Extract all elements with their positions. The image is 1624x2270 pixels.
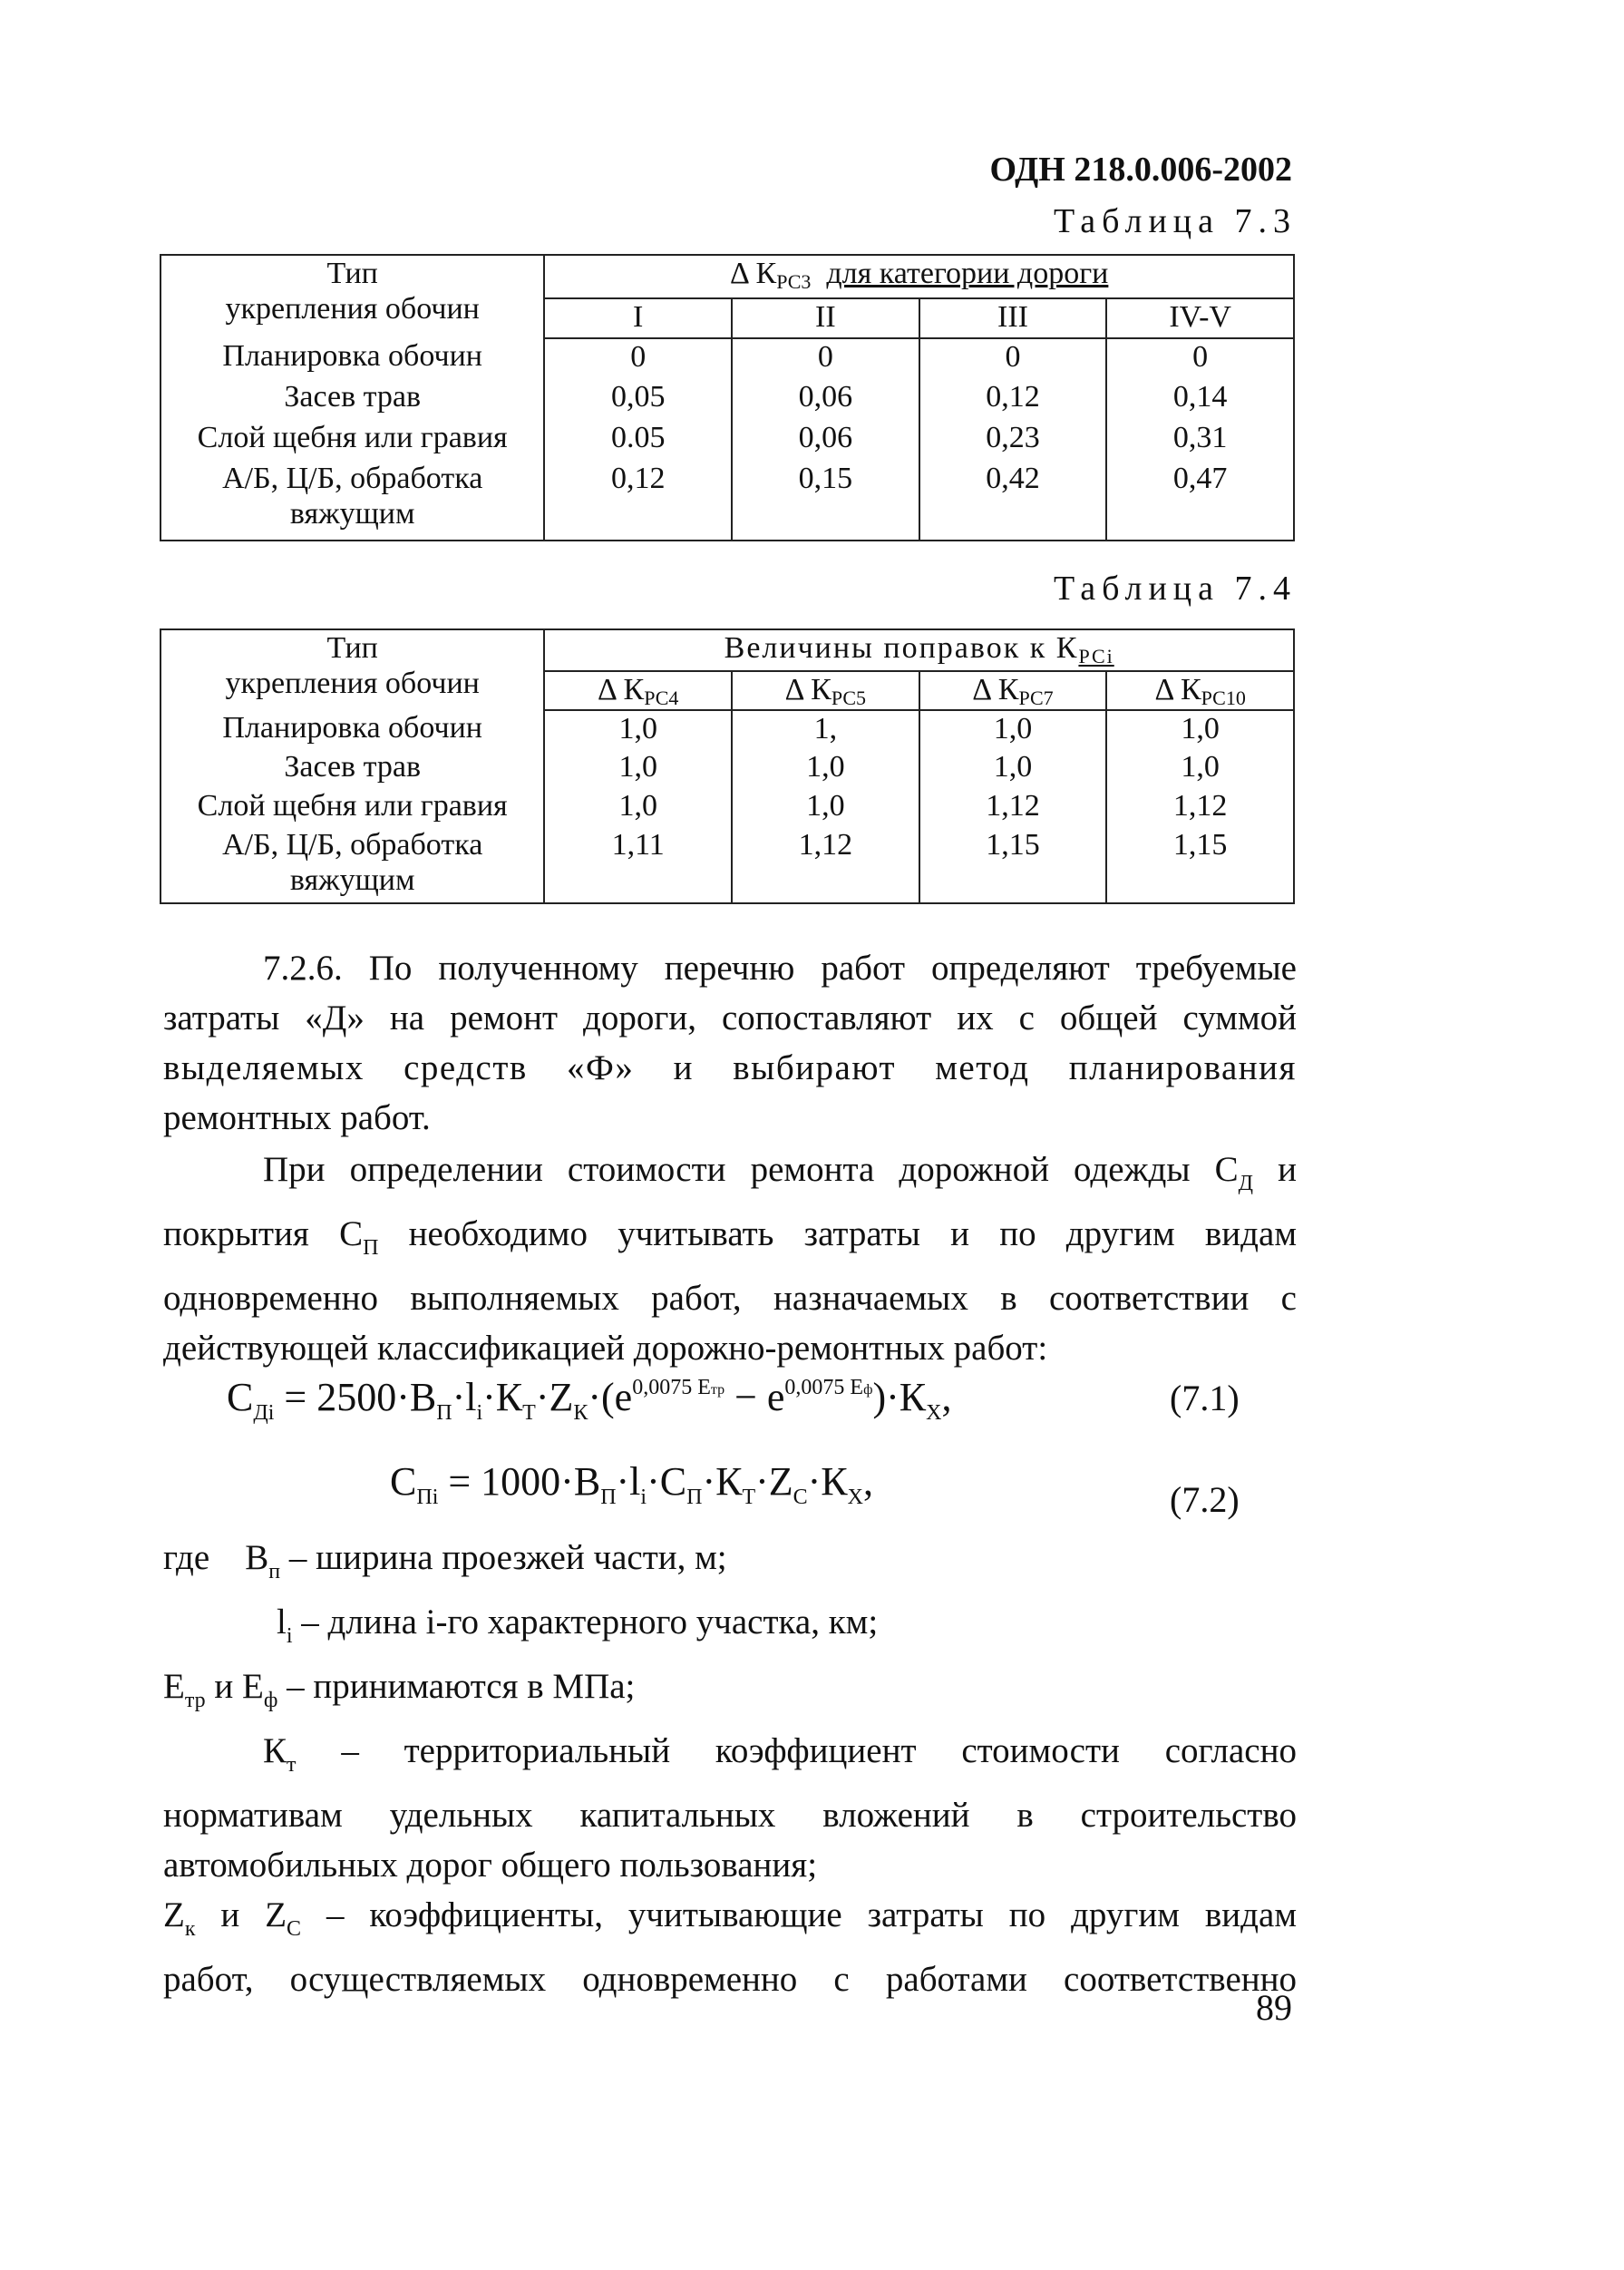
cell: 0,06 — [732, 379, 919, 420]
cell: 1,0 — [732, 749, 919, 788]
text-line: затраты «Д» на ремонт дороги, сопоставляют их с общей суммой — [163, 999, 1297, 1038]
table-7-3-caption: Таблица 7.3 — [1053, 202, 1297, 240]
cell: 0 — [544, 338, 732, 379]
table-row — [160, 710, 1294, 749]
row-label: Планировка обочин — [160, 338, 544, 379]
table-7-3-col-header: I — [544, 298, 732, 338]
table-7-4-col-header: Δ КРС7 — [919, 671, 1107, 710]
cell: 1, — [732, 710, 919, 749]
table-row — [160, 379, 1294, 420]
text-line: ремонтных работ. — [163, 1098, 431, 1137]
equation-number-7-1: (7.1) — [1170, 1378, 1240, 1418]
cell: 1,0 — [1106, 710, 1294, 749]
cell: 0,12 — [919, 379, 1107, 420]
cell: 0,23 — [919, 420, 1107, 461]
table-7-4 — [160, 628, 1295, 904]
definitions-list — [163, 1533, 1297, 2004]
table-row — [160, 420, 1294, 461]
text-line: нормативам удельных капитальных вложений в строительство — [163, 1796, 1297, 1835]
row-label: А/Б, Ц/Б, обработка вяжущим — [160, 461, 544, 541]
definition-e: $Е_{тр}$ и $Е_ф$ – принимаются в МПа; — [163, 1667, 636, 1712]
paragraph-cost — [163, 1145, 1297, 1373]
text-line: 7.2.6. По полученному перечню работ определяют требуемые — [263, 949, 1297, 988]
page-number: 89 — [1256, 1987, 1292, 2028]
cell: 0,14 — [1106, 379, 1294, 420]
formula-7-1: $С_{Дi} = 2500\cdot В_П\cdot l_i\cdot К_Т\cdot Z_К\cdot(e^{0,0075 Етр} - e^{0,0075 Еф})\cdot К_Х$, — [227, 1375, 952, 1425]
cell: 1,11 — [544, 827, 732, 903]
cell: 1,0 — [544, 710, 732, 749]
cell: 0,06 — [732, 420, 919, 461]
text-line: выделяемых средств «Ф» и выбирают метод планирования — [163, 1048, 1297, 1087]
cell: 0,47 — [1106, 461, 1294, 541]
cell: 0,12 — [544, 461, 732, 541]
table-row — [160, 749, 1294, 788]
document-code: ОДН 218.0.006-2002 — [989, 151, 1292, 189]
cell: 0 — [919, 338, 1107, 379]
table-7-3-col-header: II — [732, 298, 919, 338]
table-7-4-col-header: Δ КРС10 — [1106, 671, 1294, 710]
table-row — [160, 788, 1294, 827]
cell: 1,15 — [919, 827, 1107, 903]
table-row — [160, 827, 1294, 903]
table-row — [160, 338, 1294, 379]
cell: 1,12 — [919, 788, 1107, 827]
row-label: Слой щебня или гравия — [160, 788, 544, 827]
row-label: Засев трав — [160, 749, 544, 788]
text-line: одновременно выполняемых работ, назначаемых в соответствии с — [163, 1279, 1297, 1318]
cell: 1,12 — [732, 827, 919, 903]
table-7-4-caption: Таблица 7.4 — [1053, 570, 1297, 608]
paragraph-7-2-6 — [163, 943, 1297, 1143]
table-row — [160, 461, 1294, 541]
row-label: А/Б, Ц/Б, обработка вяжущим — [160, 827, 544, 903]
table-7-3-col-header: III — [919, 298, 1107, 338]
cell: 1,0 — [544, 749, 732, 788]
cell: 0.05 — [544, 420, 732, 461]
cell: 1,0 — [1106, 749, 1294, 788]
text-line: покрытия $С_П$ необходимо учитывать затраты и по другим видам — [163, 1214, 1297, 1260]
definition-b: где $В_п$ – ширина проезжей части, м; — [163, 1538, 727, 1583]
table-7-4-group-header: Величины поправок к КРСi — [544, 629, 1294, 671]
table-7-4-col1-header: Тип укрепления обочин — [160, 629, 544, 710]
cell: 1,12 — [1106, 788, 1294, 827]
definition-z: $Z_к$ и $Z_С$ – коэффициенты, учитывающие затраты по другим видам — [163, 1895, 1297, 1941]
definition-kt: $К_т$ – территориальный коэффициент стоимости согласно — [263, 1731, 1297, 1777]
equation-number-7-2: (7.2) — [1170, 1479, 1240, 1520]
table-7-3-col1-header: Тип укрепления обочин — [160, 255, 544, 338]
text-line: автомобильных дорог общего пользования; — [163, 1846, 818, 1885]
text-line: работ, осуществляемых одновременно с работами соответственно — [163, 1960, 1297, 1999]
text-line: действующей классификацией дорожно-ремонтных работ: — [163, 1329, 1048, 1368]
cell: 1,0 — [544, 788, 732, 827]
cell: 0,05 — [544, 379, 732, 420]
text-line: При определении стоимости ремонта дорожной одежды $С_Д$ и — [263, 1150, 1297, 1195]
table-7-3-col-header: IV-V — [1106, 298, 1294, 338]
row-label: Планировка обочин — [160, 710, 544, 749]
cell: 1,0 — [919, 710, 1107, 749]
table-7-3-group-header: Δ КРС3 для категории дороги — [544, 255, 1294, 298]
row-label: Слой щебня или гравия — [160, 420, 544, 461]
cell: 0 — [1106, 338, 1294, 379]
definition-l: $l_i$ – длина i-го характерного участка, км; — [277, 1603, 879, 1648]
formula-7-2: $С_{Пi} = 1000\cdot В_П\cdot l_i\cdot С_П\cdot К_Т\cdot Z_С\cdot К_Х$, — [390, 1459, 873, 1509]
cell: 1,0 — [919, 749, 1107, 788]
table-7-4-col-header: Δ КРС4 — [544, 671, 732, 710]
cell: 0,42 — [919, 461, 1107, 541]
row-label: Засев трав — [160, 379, 544, 420]
cell: 0,31 — [1106, 420, 1294, 461]
table-7-4-col-header: Δ КРС5 — [732, 671, 919, 710]
table-7-3 — [160, 254, 1295, 541]
cell: 1,0 — [732, 788, 919, 827]
cell: 0 — [732, 338, 919, 379]
cell: 1,15 — [1106, 827, 1294, 903]
cell: 0,15 — [732, 461, 919, 541]
